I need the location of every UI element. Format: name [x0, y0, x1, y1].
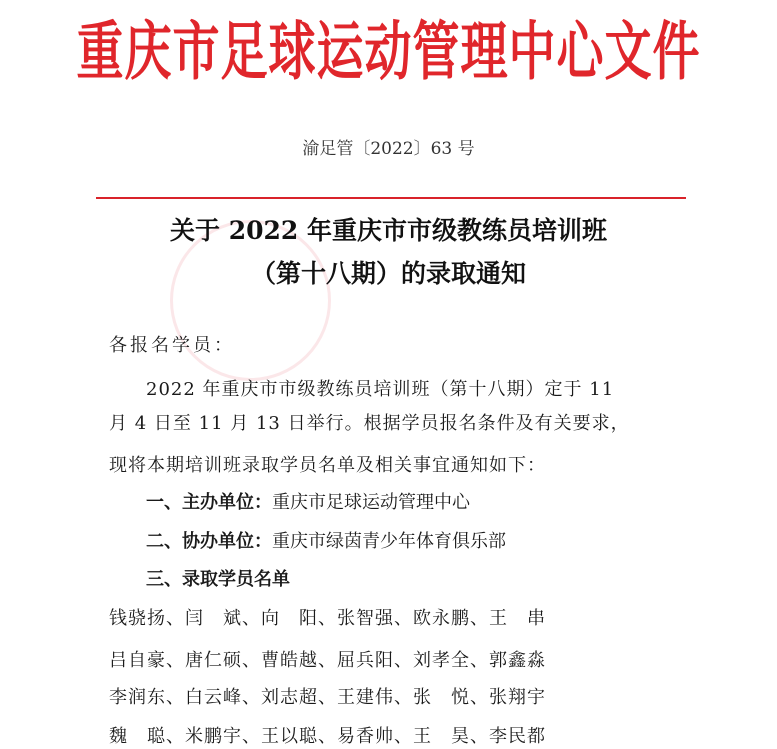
organizer-value: 重庆市足球运动管理中心 — [272, 492, 470, 513]
organizer-label: 一、主办单位： — [146, 492, 272, 513]
names-row: 魏 聪、米鹏宇、王以聪、易香帅、王 昊、李民都 — [109, 726, 546, 747]
student-list-heading — [146, 565, 290, 591]
document-header-title: 重庆市足球运动管理中心文件 — [76, 15, 701, 90]
coorganizer-value: 重庆市绿茵青少年体育俱乐部 — [272, 531, 506, 552]
notice-title-line2: （第十八期）的录取通知 — [250, 259, 526, 288]
paragraph-line-3: 现将本期培训班录取学员名单及相关事宜通知如下： — [109, 455, 546, 476]
greeting: 各报名学员： — [109, 335, 235, 356]
student-list-heading-text: 三、录取学员名单 — [146, 569, 290, 590]
paragraph-line-2: 月 4 日至 11 月 13 日举行。根据学员报名条件及有关要求， — [109, 413, 630, 434]
coorganizer-label: 二、协办单位： — [146, 531, 272, 552]
names-row: 李润东、白云峰、刘志超、王建伟、张 悦、张翔宇 — [109, 687, 546, 708]
document-number: 渝足管〔2022〕63 号 — [302, 139, 475, 159]
coorganizer-item — [146, 527, 506, 553]
notice-title-line1: 关于 2022 年重庆市市级教练员培训班 — [170, 216, 607, 245]
paragraph-line-1: 2022 年重庆市市级教练员培训班（第十八期）定于 11 — [146, 379, 615, 400]
red-divider — [96, 197, 686, 199]
names-row: 吕自豪、唐仁硕、曹皓越、屈兵阳、刘孝全、郭鑫淼 — [109, 650, 546, 671]
organizer-item — [146, 488, 470, 514]
names-row: 钱骁扬、闫 斌、向 阳、张智强、欧永鹏、王 串 — [109, 608, 546, 629]
